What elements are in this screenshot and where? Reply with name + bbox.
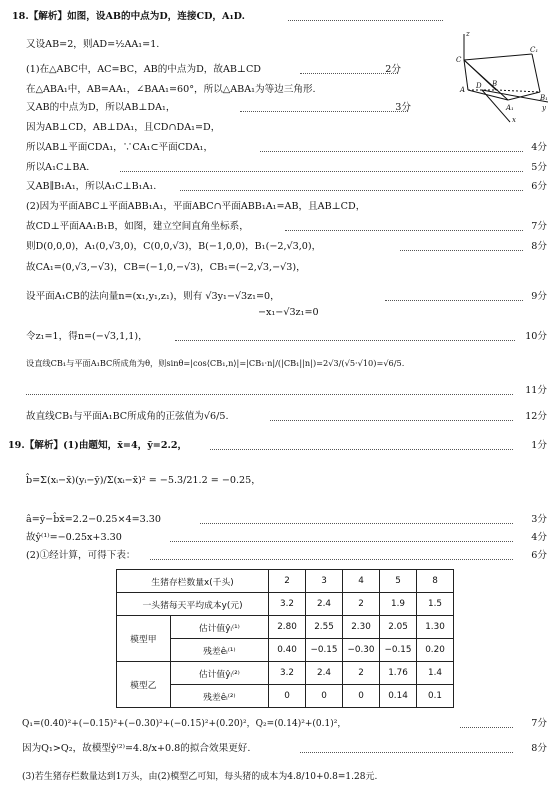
label-z: z: [466, 30, 470, 38]
label-b: B: [492, 80, 498, 88]
label-c: C: [456, 56, 462, 64]
table-row: 模型甲 估计值ŷᵢ⁽¹⁾ 2.80 2.55 2.30 2.05 1.30: [117, 616, 454, 639]
label-d: D: [476, 82, 482, 90]
edge-cc1: [464, 54, 532, 60]
label-a1: A₁: [506, 104, 514, 112]
label-y: y: [542, 104, 546, 112]
label-c1: C₁: [530, 46, 539, 54]
table-row: 残差êᵢ⁽²⁾ 0 0 0 0.14 0.1: [117, 685, 454, 708]
fit-table: [116, 569, 454, 708]
table-row: 模型乙 估计值ŷᵢ⁽²⁾ 3.2 2.4 2 1.76 1.4: [117, 662, 454, 685]
label-x: x: [512, 116, 516, 124]
geometry-figure: [452, 30, 548, 124]
table-row: 残差êᵢ⁽¹⁾ 0.40 −0.15 −0.30 −0.15 0.20: [117, 639, 454, 662]
table-row: 生猪存栏数量x(千头) 2 3 4 5 8: [117, 570, 454, 593]
table-row: 一头猪每天平均成本y(元) 3.2 2.4 2 1.9 1.5: [117, 593, 454, 616]
label-b1: B₁: [540, 94, 548, 102]
edge-bb1: [496, 90, 540, 92]
edge-c1b1: [532, 54, 540, 92]
label-a: A: [460, 86, 466, 94]
